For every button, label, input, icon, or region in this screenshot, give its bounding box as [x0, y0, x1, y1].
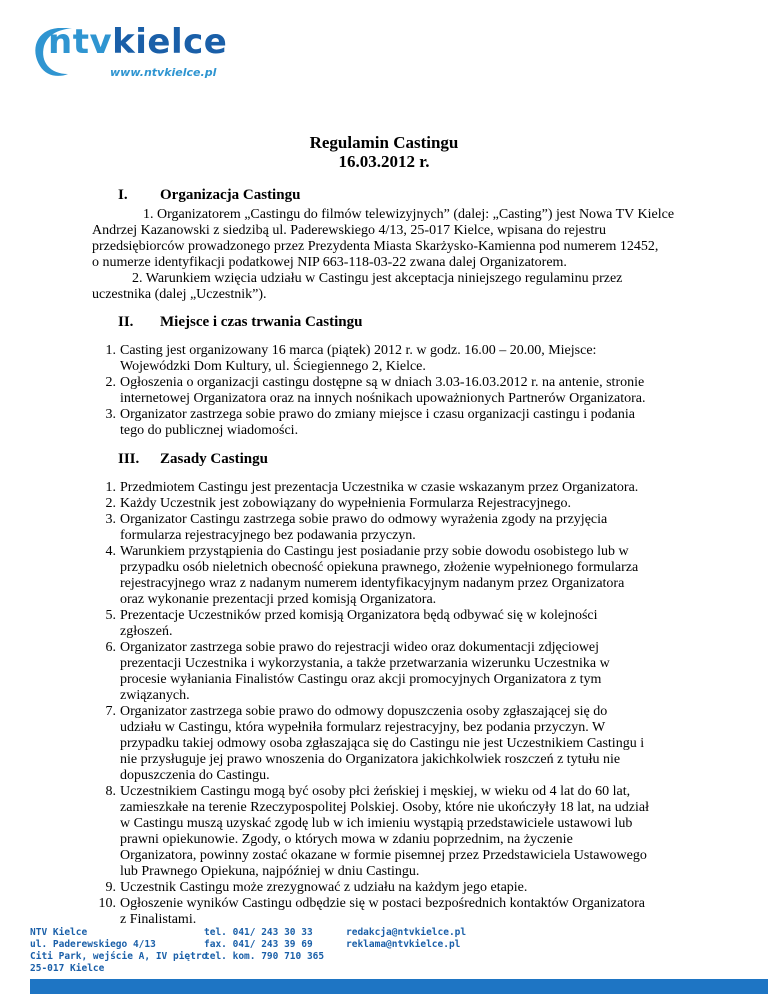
section-1-p1-line: 1. Organizatorem „Castingu do filmów telewizyjnych” (dalej: „Casting”) jest Nowa TV Kielce: [143, 207, 675, 222]
section-1-p2-line: 2. Warunkiem wzięcia udziału w Castingu jest akceptacja niniejszego regulaminu przez: [132, 271, 623, 286]
logo-ntv: ntv: [48, 22, 113, 62]
logo-url: www.ntvkielce.pl: [110, 66, 217, 79]
email-link[interactable]: reklama@ntvkielce.pl: [346, 939, 461, 950]
section-2-list: [92, 343, 732, 439]
section-1-number: I.: [118, 187, 128, 203]
section-3-heading: Zasady Castingu: [160, 451, 268, 467]
email-link[interactable]: redakcja@ntvkielce.pl: [346, 927, 467, 938]
footer-address: NTV Kielce ul. Paderewskiego 4/13 Citi Park, wejście A, IV piętro 25-017 Kielce: [30, 927, 208, 974]
list-item: 5. Prezentacje Uczestników przed komisją Organizatora będą odbywać się w kolejności zgłoszeń.: [105, 608, 598, 639]
list-item: 9. Uczestnik Castingu może zrezygnować z udziału na każdym jego etapie.: [105, 880, 528, 895]
footer-bar: [30, 979, 768, 994]
section-1-p1-line: Andrzej Kazanowski z siedzibą ul. Paderewskiego 4/13, 25-017 Kielce, wpisana do rejestru: [92, 223, 606, 238]
section-1-p1-line: przedsiębiorców prowadzonego przez Prezydenta Miasta Skarżysko-Kamienna pod numerem 12452,: [92, 239, 659, 254]
section-3-list: [92, 480, 742, 928]
list-item: 1. Przedmiotem Castingu jest prezentacja Uczestnika w czasie wskazanym przez Organizatora.: [105, 480, 639, 495]
list-item: 10. Ogłoszenie wyników Castingu odbędzie się w postaci bezpośrednich kontaktów Organizatora z Finalistami.: [98, 896, 645, 927]
list-item: 3. Organizator Castingu zastrzega sobie prawo do odmowy wyrażenia zgody na przyjęcia formularza rejestracyjnego bez podawania przyczyn.: [105, 512, 608, 543]
footer-emails: [346, 927, 466, 951]
list-item: 2. Ogłoszenia o organizacji castingu dostępne są w dniach 3.03-16.03.2012 r. na antenie, stronie internetowej Organizatora oraz na innych nośnikach upoważnionych Partnerów Organizatora.: [105, 375, 646, 406]
list-item: 1. Casting jest organizowany 16 marca (piątek) 2012 r. w godz. 16.00 – 20.00, Miejsce: Wojewódzki Dom Kultury, ul. Ściegiennego 2, Kielce.: [105, 343, 597, 374]
document-date: 16.03.2012 r.: [338, 152, 430, 171]
section-1-p1-line: o numerze identyfikacji podatkowej NIP 663-118-03-22 zwana dalej Organizatorem.: [92, 255, 567, 270]
section-2-heading: Miejsce i czas trwania Castingu: [160, 314, 363, 330]
document-title: Regulamin Castingu: [309, 133, 459, 152]
list-item: 6. Organizator zastrzega sobie prawo do rejestracji wideo oraz dokumentacji zdjęciowej prezentacji Uczestnika i wykorzystania, a także przetwarzania wizerunku Uczestnika w procesie wyłaniania Finalistów Castingu oraz akcji promocyjnych Organizatora z tym związanych.: [105, 640, 610, 703]
list-item: 3. Organizator zastrzega sobie prawo do zmiany miejsce i czasu organizacji castingu i podania tego do publicznej wiadomości.: [105, 407, 635, 438]
list-item: 7. Organizator zastrzega sobie prawo do odmowy dopuszczenia osoby zgłaszającej się do udziału w Castingu, która wypełniła formularz rejestracyjny, bez podania przyczyn. W przypadku takiej odmowy osoba zgłaszająca się do Castingu nie jest Uczestnikiem Castingu i nie przysługuje jej prawo wnoszenia do Organizatora jakichkolwiek roszczeń z tytułu nie dopuszczenia do Castingu.: [105, 704, 645, 783]
section-3-number: III.: [118, 451, 140, 467]
logo-wordmark: [48, 22, 227, 62]
list-item: 8. Uczestnikiem Castingu mogą być osoby płci żeńskiej i męskiej, w wieku od 4 lat do 60 lat, zamieszkałe na terenie Rzeczypospolitej Polskiej. Osoby, które nie ukończyły 18 lat, na udział w Castingu muszą uzyskać zgodę lub w ich imieniu wystąpią przedstawiciele ustawowi lub prawni opiekunowie. Zgody, o których mowa w zdaniu poprzednim, na życzenie Organizatora, powinny zostać okazane w formie pisemnej przez Przedstawiciela Ustawowego lub Prawnego Opiekuna, najpóźniej w dniu Castingu.: [105, 784, 649, 879]
list-item: 2. Każdy Uczestnik jest zobowiązany do wypełnienia Formularza Rejestracyjnego.: [105, 496, 571, 511]
section-1-heading: Organizacja Castingu: [160, 187, 301, 203]
footer-phones: tel. 041/ 243 30 33 fax. 041/ 243 39 69 tel. kom. 790 710 365: [204, 927, 325, 962]
section-1-p2-line: uczestnika (dalej „Uczestnik”).: [92, 287, 267, 302]
logo-kielce: kielce: [112, 22, 228, 62]
section-2-number: II.: [118, 314, 134, 330]
list-item: 4. Warunkiem przystąpienia do Castingu jest posiadanie przy sobie dowodu osobistego lub w przypadku osób nieletnich obecność opiekuna prawnego, złożenie wypełnionego formularza rejestracyjnego wraz z nadanym numerem identyfikacyjnym nadanym przez Organizatora oraz wykonanie prezentacji przed komisją Organizatora.: [105, 544, 639, 607]
